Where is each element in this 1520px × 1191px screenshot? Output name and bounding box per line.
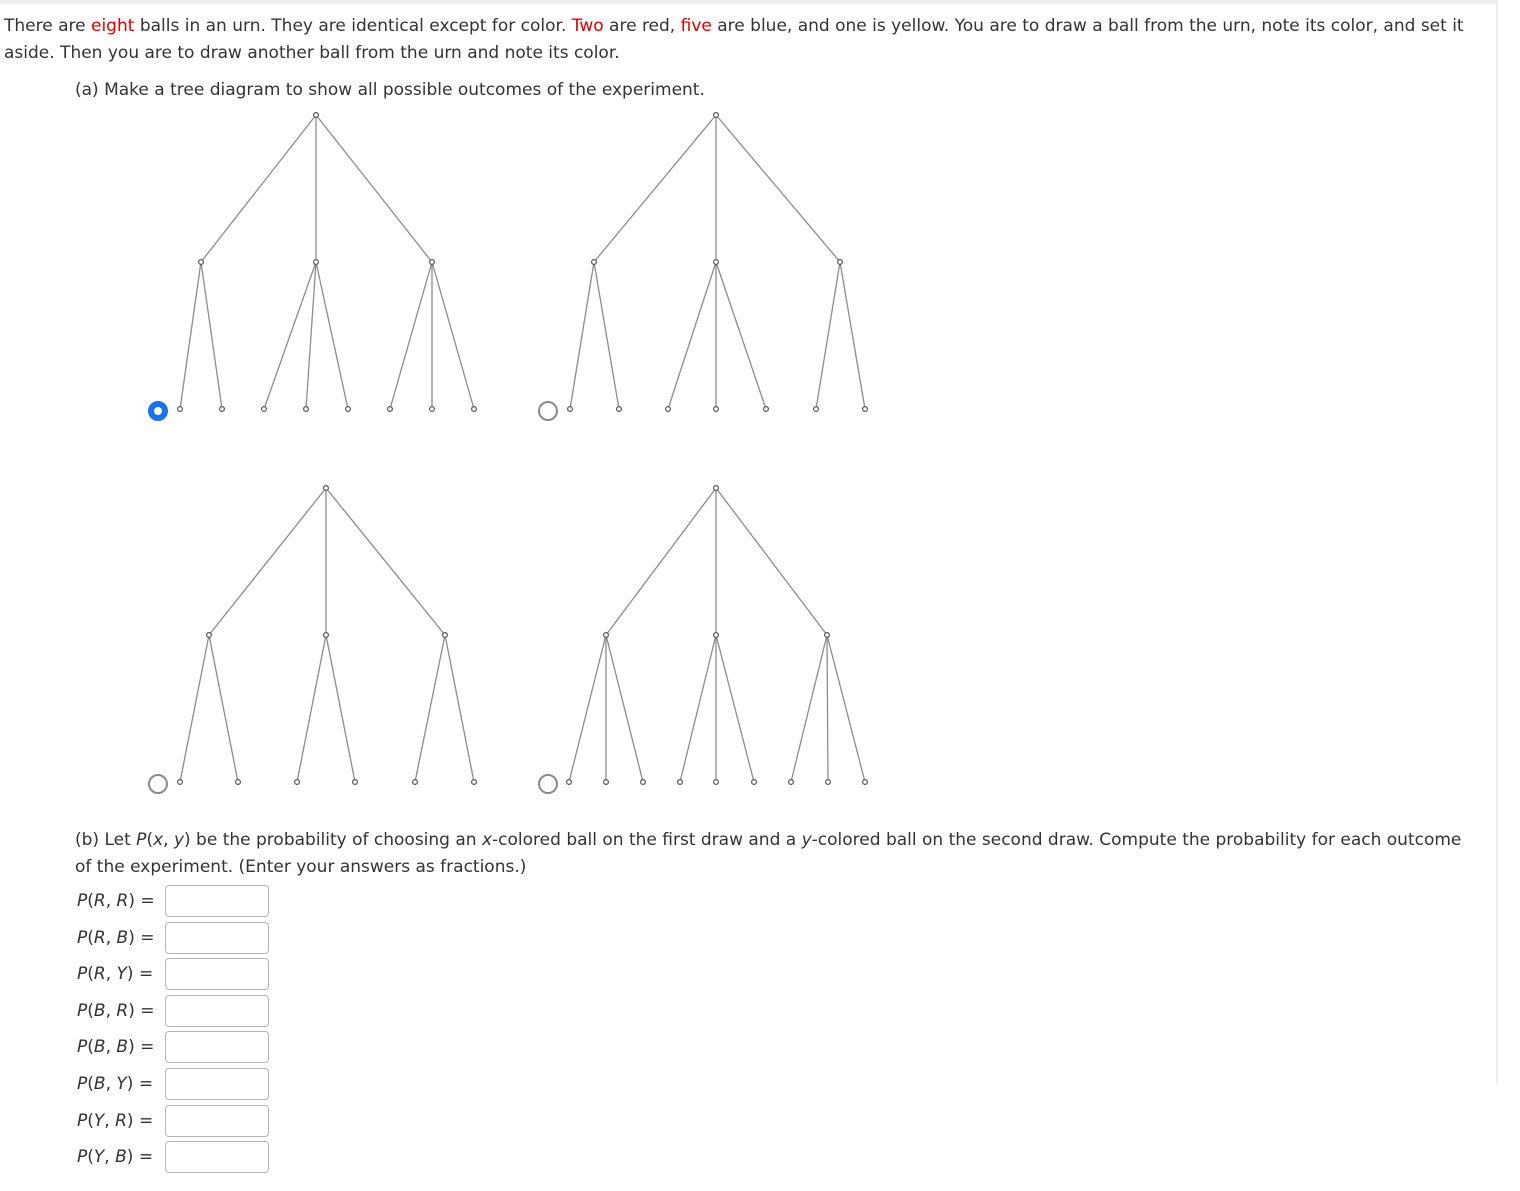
tree-subbranch — [716, 262, 766, 409]
tree-subbranch — [570, 262, 594, 409]
tree-subbranch — [264, 262, 316, 409]
tree-subbranch — [791, 635, 827, 782]
tree-subbranch — [716, 635, 754, 782]
answer-input-yb[interactable] — [165, 1141, 269, 1173]
highlight-two: Two — [571, 16, 604, 36]
tree-leaf-node — [789, 780, 794, 785]
answer-label: P(Y, B) = — [77, 1147, 154, 1168]
tree-leaf-node — [413, 780, 418, 785]
tree-option-radio-a[interactable] — [148, 401, 168, 421]
answer-label: P(B, B) = — [77, 1037, 155, 1058]
tree-leaf-node — [388, 407, 393, 412]
answer-input-yr[interactable] — [165, 1105, 269, 1137]
tree-subbranch — [209, 635, 238, 782]
tree-option-radio-c[interactable] — [148, 774, 168, 794]
tree-subbranch — [306, 262, 316, 409]
tree-subbranch — [415, 635, 445, 782]
answer-label: P(B, R) = — [77, 1000, 155, 1021]
tree-leaf-node — [430, 407, 435, 412]
tree-subbranch — [326, 635, 355, 782]
tree-branch — [606, 488, 716, 635]
tree-mid-node — [714, 260, 719, 265]
part-a-prompt: (a) Make a tree diagram to show all possible outcomes of the experiment. — [75, 80, 705, 100]
tree-leaf-node — [863, 780, 868, 785]
tree-branch — [316, 115, 432, 262]
tree-subbranch — [445, 635, 474, 782]
problem-statement: There are eight balls in an urn. They are identical except for color. Two are red, five are blue, and one is yellow. You are to draw a ball from the urn, note its color, and set it aside. Then you are to draw another ball from the urn and note its color. — [4, 16, 1464, 63]
answer-input-bb[interactable] — [165, 1031, 269, 1063]
tree-branch — [716, 115, 840, 262]
answer-input-ry[interactable] — [165, 958, 269, 990]
tree-subbranch — [606, 635, 643, 782]
tree-leaf-node — [178, 780, 183, 785]
tree-leaf-node — [617, 407, 622, 412]
tree-subbranch — [297, 635, 326, 782]
answer-label: P(R, R) = — [77, 891, 155, 911]
highlight-five: five — [680, 16, 712, 36]
tree-leaf-node — [863, 407, 868, 412]
tree-leaf-node — [220, 407, 225, 412]
tree-subbranch — [432, 262, 474, 409]
tree-option-radio-d[interactable] — [538, 774, 558, 794]
tree-branch — [209, 488, 326, 635]
answer-label: P(Y, R) = — [77, 1110, 154, 1131]
answer-input-rb[interactable] — [165, 922, 269, 954]
tree-leaf-node — [714, 780, 719, 785]
tree-option-b — [568, 113, 868, 412]
tree-mid-node — [314, 260, 319, 265]
tree-subbranch — [594, 262, 619, 409]
tree-branch — [716, 488, 827, 635]
tree-subbranch — [668, 262, 716, 409]
tree-leaf-node — [567, 780, 572, 785]
tree-leaf-node — [346, 407, 351, 412]
tree-subbranch — [840, 262, 865, 409]
answer-label: P(R, B) = — [77, 927, 155, 948]
tree-option-a — [178, 113, 477, 412]
tree-root-node — [324, 486, 329, 491]
tree-mid-node — [443, 633, 448, 638]
tree-subbranch — [827, 635, 865, 782]
tree-mid-node — [604, 633, 609, 638]
tree-mid-node — [324, 633, 329, 638]
tree-leaf-node — [472, 780, 477, 785]
tree-leaf-node — [295, 780, 300, 785]
tree-option-c — [178, 486, 477, 785]
tree-leaf-node — [814, 407, 819, 412]
tree-subbranch — [180, 635, 209, 782]
tree-mid-node — [838, 260, 843, 265]
answer-label: P(B, Y) = — [77, 1074, 154, 1094]
tree-root-node — [314, 113, 319, 118]
tree-root-node — [714, 113, 719, 118]
tree-leaf-node — [472, 407, 477, 412]
tree-mid-node — [825, 633, 830, 638]
tree-leaf-node — [236, 780, 241, 785]
answer-input-rr[interactable] — [165, 885, 269, 917]
tree-mid-node — [430, 260, 435, 265]
tree-branch — [201, 115, 316, 262]
tree-subbranch — [569, 635, 606, 782]
tree-subbranch — [316, 262, 348, 409]
tree-leaf-node — [304, 407, 309, 412]
tree-leaf-node — [641, 780, 646, 785]
tree-subbranch — [180, 262, 201, 409]
tree-leaf-node — [752, 780, 757, 785]
tree-subbranch — [680, 635, 716, 782]
part-b-prompt: (b) Let P(x, y) be the probability of choosing an x-colored ball on the first draw and a y-colored ball on the second draw. Compute the probability for each outcome of the experiment. (Enter your answers as fractions.) — [75, 830, 1462, 877]
tree-subbranch — [390, 262, 432, 409]
answer-input-by[interactable] — [165, 1068, 269, 1100]
tree-subbranch — [827, 635, 828, 782]
tree-leaf-node — [568, 407, 573, 412]
tree-option-radio-b[interactable] — [538, 401, 558, 421]
tree-leaf-node — [678, 780, 683, 785]
tree-leaf-node — [666, 407, 671, 412]
tree-root-node — [714, 486, 719, 491]
tree-mid-node — [207, 633, 212, 638]
answer-label: P(R, Y) = — [77, 964, 154, 985]
tree-leaf-node — [714, 407, 719, 412]
tree-leaf-node — [262, 407, 267, 412]
tree-subbranch — [816, 262, 840, 409]
highlight-eight: eight — [91, 16, 135, 36]
tree-leaf-node — [764, 407, 769, 412]
tree-leaf-node — [604, 780, 609, 785]
tree-leaf-node — [826, 780, 831, 785]
tree-mid-node — [714, 633, 719, 638]
tree-subbranch — [201, 262, 222, 409]
tree-option-d — [567, 486, 868, 785]
tree-branch — [594, 115, 716, 262]
tree-leaf-node — [353, 780, 358, 785]
tree-branch — [326, 488, 445, 635]
tree-mid-node — [199, 260, 204, 265]
tree-mid-node — [592, 260, 597, 265]
tree-leaf-node — [178, 407, 183, 412]
answer-input-br[interactable] — [165, 995, 269, 1027]
